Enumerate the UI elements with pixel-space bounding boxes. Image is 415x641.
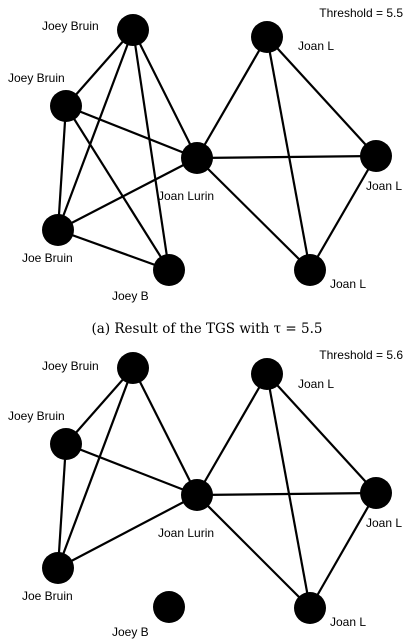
panel-a — [8, 6, 403, 337]
node-joeyb — [153, 254, 185, 286]
node-label-jl2: Joan L — [366, 516, 403, 530]
node-jb1 — [117, 14, 149, 46]
node-jl3 — [294, 592, 326, 624]
edge-joeb-joeyb — [58, 230, 169, 270]
panel-b-threshold-label: Threshold = 5.6 — [319, 348, 403, 362]
panel-b-nodes — [42, 352, 392, 624]
node-joeyb — [153, 591, 185, 623]
panel-a-caption: (a) Result of the TGS with τ = 5.5 — [91, 321, 323, 337]
node-jb2 — [50, 428, 82, 460]
panel-a-threshold-label: Threshold = 5.5 — [319, 6, 403, 20]
panel-b — [8, 348, 403, 639]
node-label-jb2: Joey Bruin — [8, 409, 65, 423]
node-jlurin — [181, 142, 213, 174]
edge-jl2-jl3 — [310, 493, 376, 608]
edge-jb1-joeb — [58, 30, 133, 230]
edge-jl1-jl2 — [267, 374, 376, 493]
edge-jlurin-jl2 — [197, 156, 376, 158]
node-label-jlurin: Joan Lurin — [158, 526, 215, 540]
edge-jlurin-jl2 — [197, 493, 376, 495]
edge-jb2-joeyb — [66, 106, 169, 270]
node-label-joeb: Joe Bruin — [22, 589, 73, 603]
node-label-jl2: Joan L — [366, 179, 403, 193]
node-joeb — [42, 214, 74, 246]
panel-b-edges — [58, 368, 376, 608]
node-jl1 — [251, 21, 283, 53]
node-label-jb1: Joey Bruin — [42, 359, 99, 373]
panel-a-edges — [58, 30, 376, 270]
edge-jl2-jl3 — [310, 156, 376, 270]
node-label-jl1: Joan L — [298, 39, 335, 53]
node-jl3 — [294, 254, 326, 286]
edge-jlurin-jl1 — [197, 37, 267, 158]
node-label-jl3: Joan L — [330, 277, 367, 291]
node-jl1 — [251, 358, 283, 390]
node-label-jb1: Joey Bruin — [42, 19, 99, 33]
node-jl2 — [360, 477, 392, 509]
edge-jb2-jlurin — [66, 106, 197, 158]
node-label-joeyb: Joey B — [112, 289, 149, 303]
node-jl2 — [360, 140, 392, 172]
edge-jb2-jlurin — [66, 444, 197, 495]
node-joeb — [42, 552, 74, 584]
node-jb1 — [117, 352, 149, 384]
node-label-jl1: Joan L — [298, 377, 335, 391]
edge-jb1-jlurin — [133, 368, 197, 495]
node-jlurin — [181, 479, 213, 511]
node-label-joeb: Joe Bruin — [22, 251, 73, 265]
edge-jl1-jl2 — [267, 37, 376, 156]
node-label-joeyb: Joey B — [112, 625, 149, 639]
node-label-jl3: Joan L — [330, 615, 367, 629]
node-label-jb2: Joey Bruin — [8, 71, 65, 85]
node-jb2 — [50, 90, 82, 122]
edge-jb1-joeb — [58, 368, 133, 568]
edge-jlurin-jl1 — [197, 374, 267, 495]
node-label-jlurin: Joan Lurin — [158, 189, 215, 203]
